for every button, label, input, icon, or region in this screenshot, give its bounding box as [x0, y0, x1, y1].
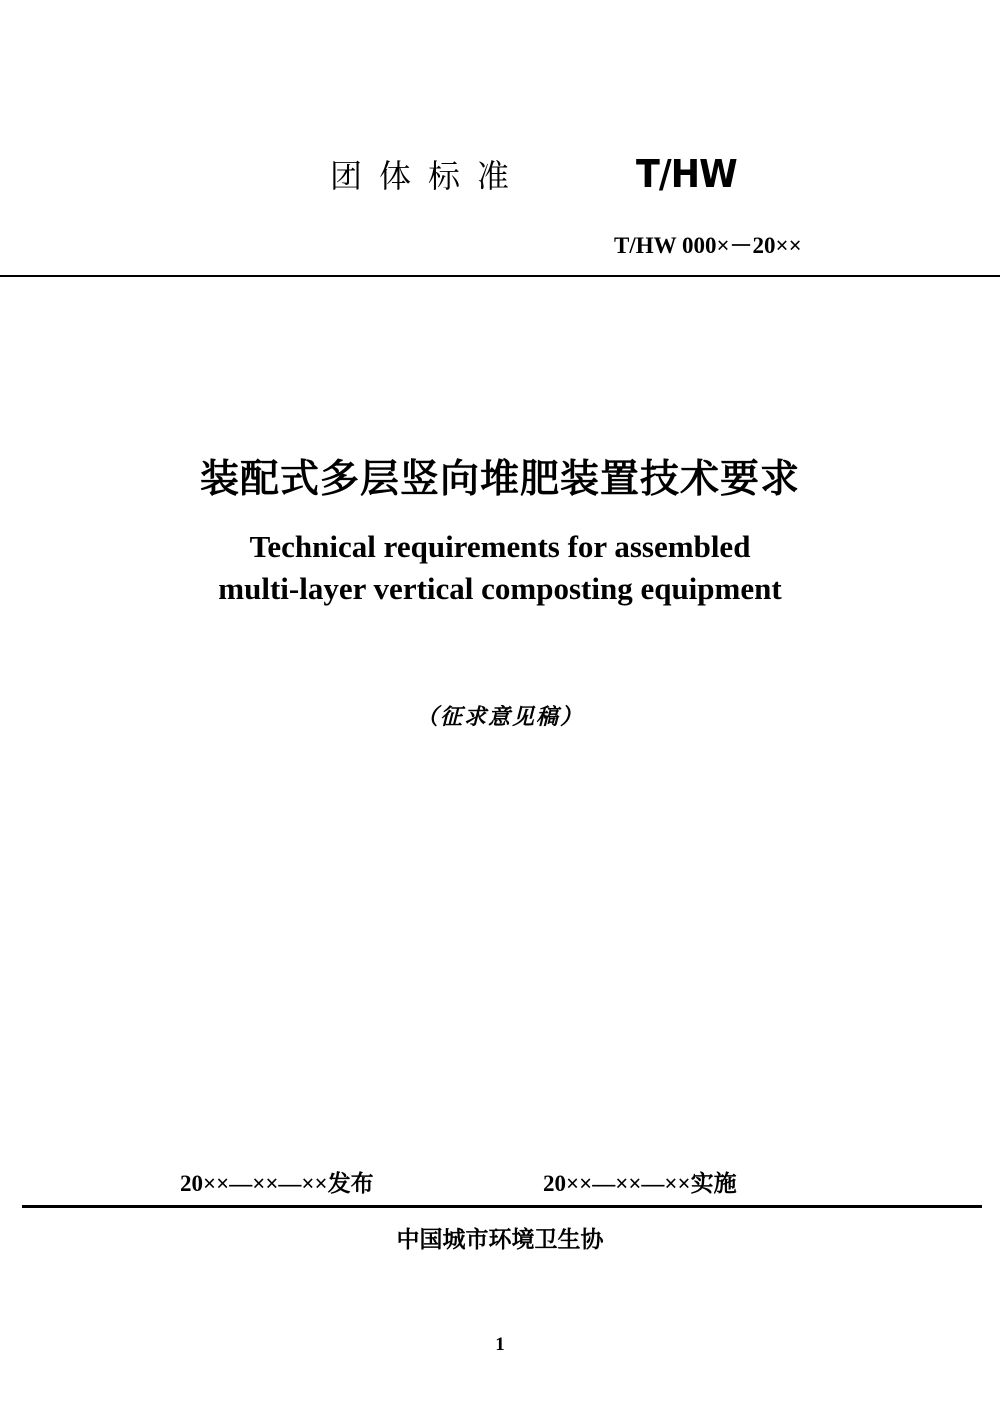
title-english-line-2: multi-layer vertical composting equipment	[218, 571, 782, 606]
standard-number: T/HW 000×－20××	[614, 233, 802, 258]
header-divider	[0, 275, 1000, 277]
effective-date: 20××—××—××实施	[543, 1171, 737, 1196]
footer-divider	[22, 1205, 982, 1208]
draft-status-label: （征求意见稿）	[415, 705, 584, 730]
title-english-line-1: Technical requirements for assembled	[249, 529, 751, 564]
standard-code-logo: T/HW	[636, 152, 737, 196]
issue-date: 20××—××—××发布	[180, 1171, 374, 1196]
title-chinese: 装配式多层竖向堆肥装置技术要求	[199, 457, 800, 502]
standard-type-label: 团体标准	[330, 157, 527, 195]
page-number: 1	[495, 1334, 505, 1355]
publisher-name: 中国城市环境卫生协	[396, 1227, 604, 1253]
